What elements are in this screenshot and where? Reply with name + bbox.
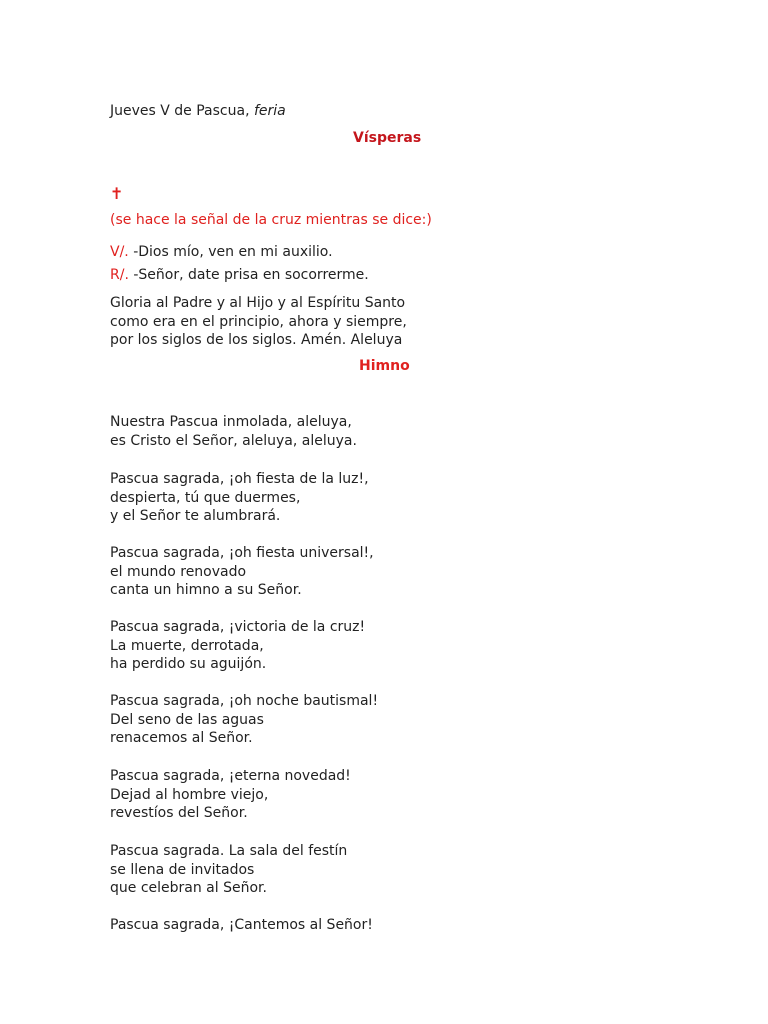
response-text: -Señor, date prisa en socorrerme. bbox=[128, 267, 369, 283]
hymn-line: Pascua sagrada, ¡victoria de la cruz! bbox=[110, 619, 366, 635]
versicle-mark: V/. bbox=[110, 244, 129, 260]
hymn-line: Pascua sagrada. La sala del festín bbox=[110, 843, 348, 859]
hymn-line: el mundo renovado bbox=[110, 563, 247, 580]
versicle bbox=[110, 243, 333, 262]
cross-icon: ✝ bbox=[110, 184, 124, 203]
hymn-line: es Cristo el Señor, aleluya, aleluya. bbox=[110, 432, 357, 449]
hymn-line: renacemos al Señor. bbox=[110, 730, 253, 746]
doxology-line: como era en el principio, ahora y siempre, bbox=[110, 313, 407, 330]
hymn-line: Pascua sagrada, ¡oh fiesta de la luz!, bbox=[110, 471, 369, 487]
response bbox=[110, 266, 369, 285]
doxology-line: Gloria al Padre y al Hijo y al Espíritu Santo bbox=[110, 295, 406, 311]
versicle-text: -Dios mío, ven en mi auxilio. bbox=[128, 244, 333, 260]
hymn-stanza bbox=[110, 413, 357, 450]
doxology-line: por los siglos de los siglos. Amén. Aleluya bbox=[110, 332, 403, 348]
hymn-stanza bbox=[110, 470, 369, 526]
hymn-line: La muerte, derrotada, bbox=[110, 637, 264, 654]
day-title-italic: feria bbox=[253, 103, 286, 119]
day-title-text: Jueves V de Pascua, bbox=[110, 103, 254, 119]
hymn-line: Del seno de las aguas bbox=[110, 711, 264, 728]
hymn-line: se llena de invitados bbox=[110, 861, 255, 878]
hymn-line: Nuestra Pascua inmolada, aleluya, bbox=[110, 414, 352, 430]
hymn-line: y el Señor te alumbrará. bbox=[110, 508, 281, 524]
hymn-line: Pascua sagrada, ¡oh noche bautismal! bbox=[110, 693, 379, 709]
doxology bbox=[110, 294, 407, 350]
section-title: Vísperas bbox=[353, 130, 422, 146]
response-mark: R/. bbox=[110, 267, 129, 283]
hymn-line: ha perdido su aguijón. bbox=[110, 656, 267, 672]
cross-instruction: (se hace la señal de la cruz mientras se dice:) bbox=[110, 212, 432, 228]
hymn-title: Himno bbox=[359, 358, 410, 374]
hymn-line: revestíos del Señor. bbox=[110, 805, 248, 821]
hymn-stanza bbox=[110, 916, 373, 935]
hymn-line: Pascua sagrada, ¡eterna novedad! bbox=[110, 768, 351, 784]
hymn-stanza bbox=[110, 842, 347, 898]
hymn-stanza bbox=[110, 692, 378, 748]
hymn-line: Dejad al hombre viejo, bbox=[110, 786, 269, 803]
hymn-stanza bbox=[110, 767, 351, 823]
hymn-line: Pascua sagrada, ¡oh fiesta universal!, bbox=[110, 545, 374, 561]
hymn-line: que celebran al Señor. bbox=[110, 880, 267, 896]
hymn-line: canta un himno a su Señor. bbox=[110, 582, 302, 598]
hymn-line: Pascua sagrada, ¡Cantemos al Señor! bbox=[110, 917, 373, 933]
day-title bbox=[110, 102, 286, 121]
hymn-stanza bbox=[110, 544, 374, 600]
hymn-line: despierta, tú que duermes, bbox=[110, 489, 301, 506]
hymn-stanza bbox=[110, 618, 365, 674]
